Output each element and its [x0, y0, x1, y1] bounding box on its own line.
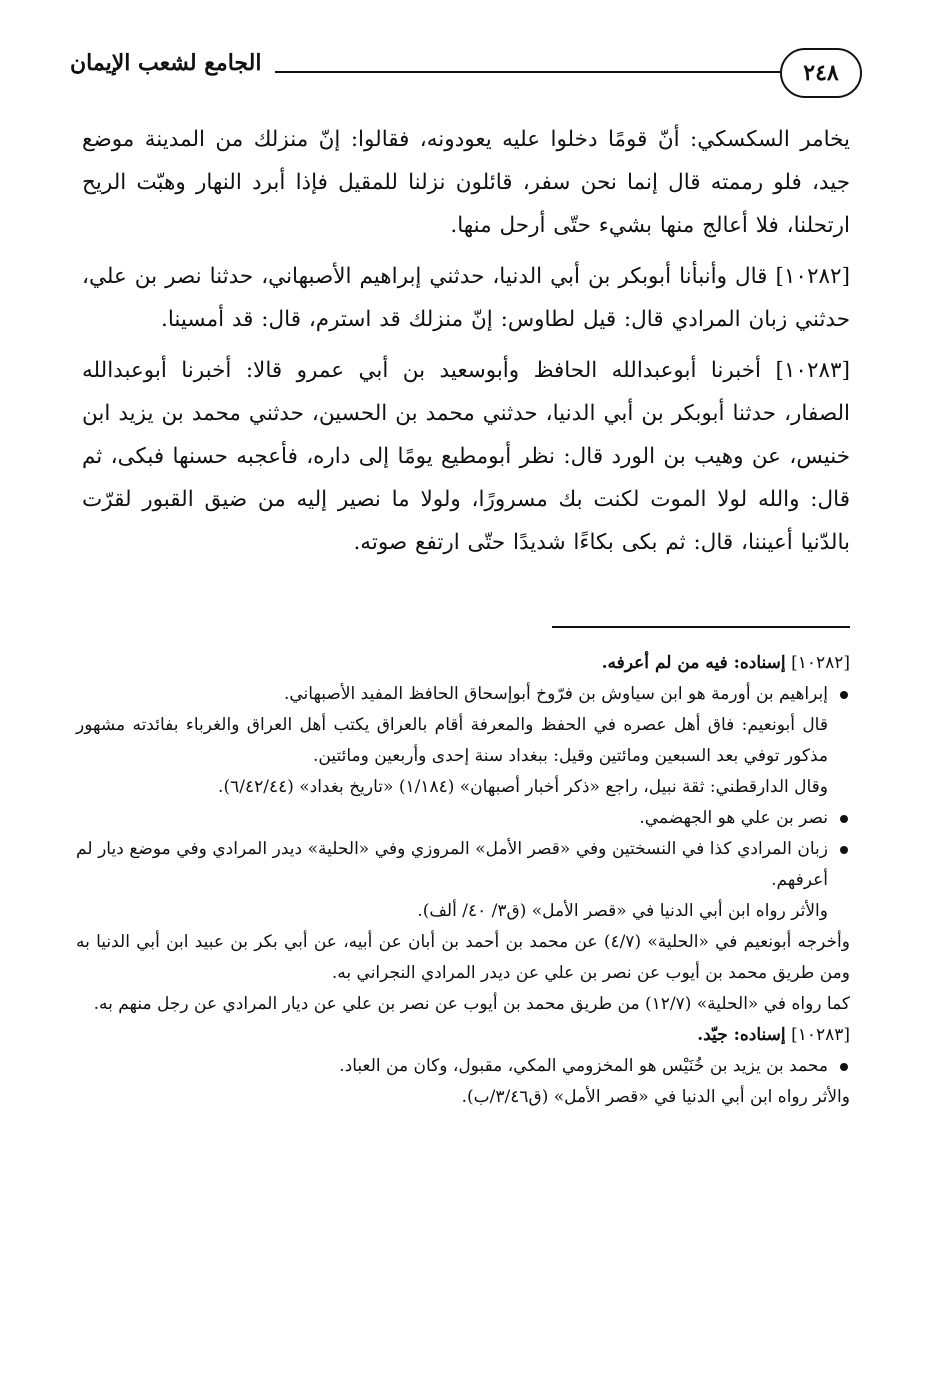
footnote-paragraph: كما رواه في «الحلية» (١٢/٧) من طريق محمد بن أيوب عن نصر بن علي عن ديار المرادي عن رجل منهم به.	[93, 994, 850, 1014]
footnote-grade: إسناده: جيّد.	[697, 1025, 786, 1045]
paragraph-10283	[82, 349, 850, 564]
book-title: الجامع لشعب الإيمان	[70, 50, 262, 76]
footnote-heading	[76, 648, 850, 679]
page-header	[70, 44, 862, 108]
footnote-number: [١٠٢٨٢]	[791, 653, 850, 673]
main-text	[82, 118, 850, 572]
paragraph-10282	[82, 255, 850, 341]
footnote-paragraph: وأخرجه أبونعيم في «الحلية» (٤/٧) عن محمد بن أحمد بن أبان عن أبيه، عن أبي بكر بن عبيد ابن أبي الدنيا به ومن طريق محمد بن أيوب عن نصر بن علي عن ديدر المرادي النجراني به.	[76, 932, 850, 983]
footnote-bullet: نصر بن علي هو الجهضمي.	[76, 803, 850, 834]
page-number: ٢٤٨	[780, 48, 862, 98]
footnote-number: [١٠٢٨٣]	[791, 1025, 850, 1045]
hadith-number: [١٠٢٨٢]	[775, 264, 850, 289]
footnotes	[76, 648, 850, 1113]
footnote-grade: إسناده: فيه من لم أعرفه.	[601, 653, 786, 673]
footnote-bullet: إبراهيم بن أورمة هو ابن سياوش بن فرّوخ أبوإسحاق الحافظ المفيد الأصبهاني.	[76, 679, 850, 710]
footnote-heading	[76, 1020, 850, 1051]
footnote-bullet: زبان المرادي كذا في النسختين وفي «قصر الأمل» المروزي وفي «الحلية» ديدر المرادي وفي موضع ديار لم أعرفهم.	[76, 834, 850, 896]
footnote-line: وقال الدارقطني: ثقة نبيل، راجع «ذكر أخبار أصبهان» (١/١٨٤) «تاريخ بغداد» (٦/٤٢/٤٤).	[218, 777, 828, 797]
hadith-text: أخبرنا أبوعبدالله الحافظ وأبوسعيد بن أبي عمرو قالا: أخبرنا أبوعبدالله الصفار، حدثنا أبوبكر بن أبي الدنيا، حدثني محمد بن الحسين، حدثني محمد بن يزيد ابن خنيس، عن وهيب بن الورد قال: نظر أبومطيع يومًا إلى داره، فأعجبه حسنها فبكى، ثم قال: والله لولا الموت لكنت بك مسرورًا، ولولا ما نصير إليه من ضيق القبور لقرّت بالدّنيا أعيننا، قال: ثم بكى بكاءًا شديدًا حتّى ارتفع صوته.	[82, 358, 850, 555]
footnote-line: والأثر رواه ابن أبي الدنيا في «قصر الأمل» (ق٣/ ٤٠/ ألف).	[417, 901, 828, 921]
footnote-line: قال أبونعيم: فاق أهل عصره في الحفظ والمعرفة أقام بالعراق يكتب أهل العراق والغرباء بفائدته مشهور مذكور توفي بعد السبعين ومائتين وقيل: ببغداد سنة إحدى وأربعين ومائتين.	[76, 715, 828, 766]
hadith-text: قال وأنبأنا أبوبكر بن أبي الدنيا، حدثني إبراهيم الأصبهاني، حدثنا نصر بن علي، حدثني زبان المرادي قال: قيل لطاوس: إنّ منزلك قد استرم، قال: قد أمسينا.	[82, 264, 850, 332]
paragraph-1: يخامر السكسكي: أنّ قومًا دخلوا عليه يعودونه، فقالوا: إنّ منزلك من المدينة موضع جيد، فلو رممته قال إنما نحن سفر، قائلون نزلنا للمقيل فإذا أبرد النهار وهبّت الريح ارتحلنا، فلا أعالج منها بشيء حتّى أرحل منها.	[82, 127, 850, 238]
header-rule	[275, 71, 780, 73]
footnote-rule	[552, 626, 850, 628]
footnote-bullet: محمد بن يزيد بن خُنَيْس هو المخزومي المكي، مقبول، وكان من العباد.	[76, 1051, 850, 1082]
hadith-number: [١٠٢٨٣]	[775, 358, 850, 383]
footnote-line: والأثر رواه ابن أبي الدنيا في «قصر الأمل» (ق٣/٤٦/ب).	[461, 1087, 850, 1107]
